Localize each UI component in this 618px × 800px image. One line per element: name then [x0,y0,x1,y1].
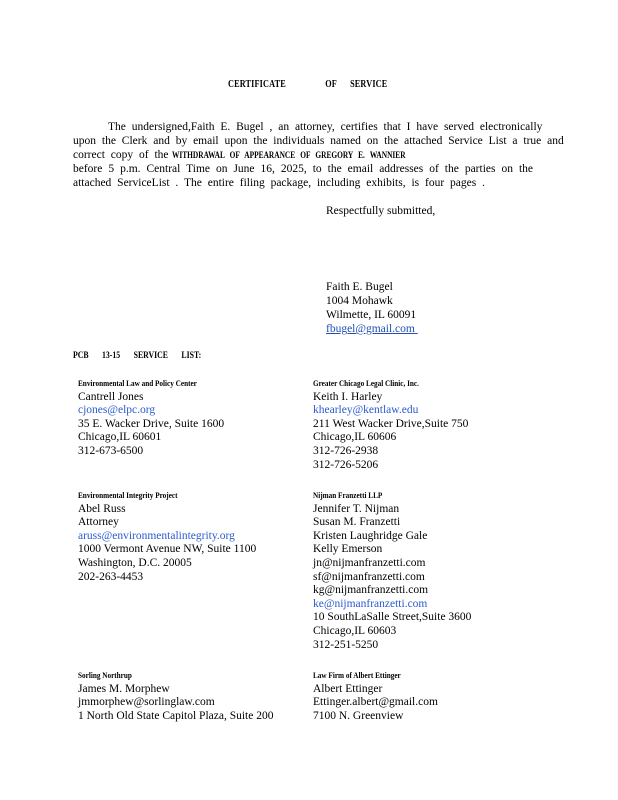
entry-line: James M. Morphew [78,682,170,695]
entry-line: 312-726-2938 [313,444,379,457]
body-line: upon the Clerk and by email upon the individuals named on the attached Service List a true and [73,135,564,147]
entry-line: Jennifer T. Nijman [313,502,400,515]
entry-line: Albert Ettinger [313,682,383,695]
entry-line: 312-251-5250 [313,638,379,651]
document-name: WITHDRAWAL OF APPEARANCE OF GREGORY E. WANNIER [171,150,406,160]
entry-line: Ettinger.albert@gmail.com [313,696,438,709]
entry-line: Kelly Emerson [313,543,383,556]
entry-email-link[interactable]: aruss@environmentalintegrity.org [78,529,235,542]
entry-line: 7100 N. Greenview [313,709,404,722]
entry-line: 312-726-5206 [313,458,379,471]
closing: Respectfully submitted, [326,205,436,217]
title-word-of: OF [325,79,337,90]
title-word-certificate: CERTIFICATE [228,79,286,90]
entry-line: Abel Russ [78,502,126,515]
entry-org: Environmental Integrity Project [78,490,178,500]
entry-line: Attorney [78,516,119,529]
document-title [228,79,402,90]
entry-line: Washington, D.C. 20005 [78,556,192,569]
entry-org: Nijman Franzetti LLP [313,490,383,500]
entry-line: Chicago,IL 60601 [78,431,162,444]
service-list-heading: PCB 13-15 SERVICE LIST: [73,351,202,361]
service-entry-elpc [78,377,224,459]
body-line: before 5 p.m. Central Time on June 16, 2025, to the email addresses of the parties on the [73,163,533,175]
entry-line: Chicago,IL 60603 [313,624,397,637]
entry-line: Keith I. Harley [313,390,383,403]
entry-line: 211 West Wacker Drive,Suite 750 [313,417,469,430]
entry-line: sf@nijmanfranzetti.com [313,570,425,583]
entry-line: jmmorphew@sorlinglaw.com [78,696,215,709]
entry-line: jn@nijmanfranzetti.com [313,556,426,569]
signer-email-row [326,322,437,336]
body-line [73,148,533,162]
entry-line: Kristen Laughridge Gale [313,529,428,542]
entry-line: 10 SouthLaSalle Street,Suite 3600 [313,611,472,624]
signer-email-link[interactable]: fbugel@gmail.com [326,323,415,335]
service-entry-gclc [313,377,468,472]
entry-email-link[interactable]: ke@nijmanfranzetti.com [313,597,428,610]
body-line: attached ServiceList . The entire filing package, including exhibits, is four pages . [73,177,485,189]
title-word-service: SERVICE [350,79,388,90]
entry-line: 1000 Vermont Avenue NW, Suite 1100 [78,543,257,556]
entry-org: Sorling Northrup [78,670,132,680]
entry-line: 312-673-6500 [78,444,144,457]
entry-line: 35 E. Wacker Drive, Suite 1600 [78,417,225,430]
service-entry-nijman [313,489,471,652]
entry-line: Susan M. Franzetti [313,516,401,529]
entry-org: Greater Chicago Legal Clinic, Inc. [313,378,419,388]
signer-street: 1004 Mohawk [326,295,393,307]
signer-name: Faith E. Bugel [326,281,393,293]
service-entry-sorling [78,669,273,723]
entry-line: 1 North Old State Capitol Plaza, Suite 200 [78,709,274,722]
entry-org: Law Firm of Albert Ettinger [313,670,401,680]
entry-line: Chicago,IL 60606 [313,431,397,444]
service-entry-ettinger [313,669,438,723]
body-paragraph [73,120,564,190]
entry-line: kg@nijmanfranzetti.com [313,584,429,597]
entry-email-link[interactable]: khearley@kentlaw.edu [313,404,419,417]
body-line-prefix: correct copy of the [73,149,169,161]
entry-org: Environmental Law and Policy Center [78,378,197,388]
entry-line: 202-263-4453 [78,570,144,583]
entry-email-link[interactable]: cjones@elpc.org [78,404,156,417]
signer-city: Wilmette, IL 60091 [326,309,417,321]
service-entry-eip [78,489,256,584]
body-line: The undersigned,Faith E. Bugel , an attorney, certifies that I have served electronically [108,121,543,133]
entry-line: Cantrell Jones [78,390,144,403]
